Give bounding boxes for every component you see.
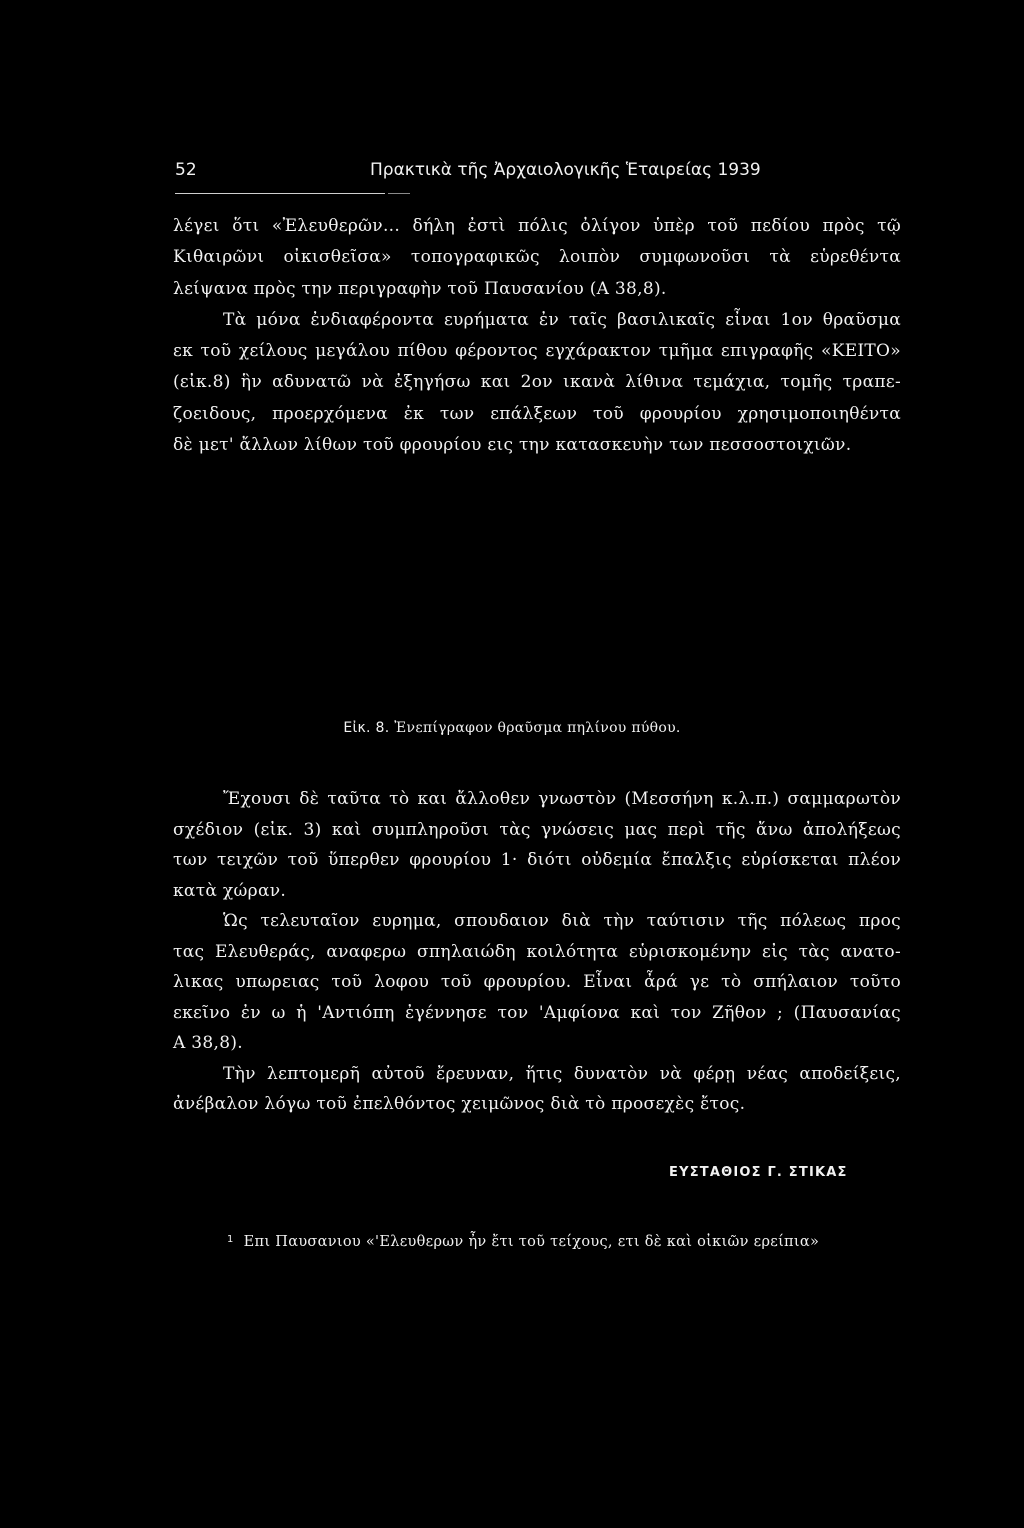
figure-caption-text: Ἐνεπίγραφον θραῦσμα πηλίνου πύθου. bbox=[394, 720, 681, 736]
text-line: κατὰ χώραν. bbox=[173, 880, 287, 901]
text-line: εκ τοῦ χείλους μεγάλου πίθου φέροντος εγχάρακτον τμῆμα επιγραφῆς «ΚΕΙΤΟ» bbox=[173, 341, 901, 362]
text-line: λικας υπωρειας τοῦ λοφου τοῦ φρουρίου. Εἶναι ἆρά γε τὸ σπήλαιον τοῦτο bbox=[173, 972, 901, 992]
text-line: Ὡς τελευταῖον ευρημα, σπουδαιον διὰ τὴν ταύτισιν τῆς πόλεως προς bbox=[223, 911, 901, 931]
text-line: Τὰ μόνα ἐνδιαφέροντα ευρήματα ἐν ταῖς βασιλικαῖς εἶναι 1ον θραῦσμα bbox=[223, 309, 901, 330]
page-number: 52 bbox=[175, 160, 197, 180]
header-rule-tail bbox=[388, 193, 410, 194]
text-line: (εἰκ.8) ἣν αδυνατῶ νὰ ἐξηγήσω και 2ον ικανὰ λίθινα τεμάχια, τομῆς τραπε- bbox=[173, 372, 901, 393]
text-line: λέγει ὅτι «Ἐλευθερῶν... δήλη ἐστὶ πόλις ὀλίγον ὑπὲρ τοῦ πεδίου πρὸς τῷ bbox=[173, 216, 901, 236]
text-line: Α 38,8). bbox=[173, 1033, 243, 1053]
text-line: τας Ελευθεράς, αναφερω σπηλαιώδη κοιλότητα εὑρισκομένην εἰς τὰς ανατο- bbox=[173, 941, 901, 962]
paragraph-1 bbox=[173, 211, 901, 461]
figure-caption bbox=[0, 720, 1024, 736]
text-line: σχέδιον (εἰκ. 3) καὶ συμπληροῦσι τὰς γνώσεις μας περὶ τῆς ἄνω ἀπολήξεως bbox=[173, 819, 901, 840]
text-line: των τειχῶν τοῦ ὕπερθεν φρουρίου 1· διότι οὐδεμία ἔπαλξις εὑρίσκεται πλέον bbox=[173, 850, 901, 870]
figure-caption-label: Εἰκ. 8. bbox=[343, 720, 390, 736]
text-line: Τὴν λεπτομερῆ αὐτοῦ ἔρευναν, ἥτις δυνατὸν νὰ φέρῃ νέας αποδείξεις, bbox=[223, 1063, 901, 1084]
text-line: λείψανα πρὸς την περιγραφὴν τοῦ Παυσανίου (Α 38,8). bbox=[173, 278, 667, 299]
running-header bbox=[175, 160, 775, 180]
author-signature: ΕΥΣΤΑΘΙΟΣ Γ. ΣΤΙΚΑΣ bbox=[669, 1165, 848, 1180]
text-line: Κιθαιρῶνι οἰκισθεῖσα» τοπογραφικῶς λοιπὸν συμφωνοῦσι τὰ εὑρεθέντα bbox=[173, 247, 901, 268]
footnote-marker: 1 bbox=[227, 1234, 234, 1245]
header-rule bbox=[175, 193, 385, 194]
footnote-text: Επι Παυσανιου «'Ελευθερων ἦν ἔτι τοῦ τείχους, ετι δὲ καὶ οἰκιῶν ερείπια» bbox=[243, 1234, 820, 1250]
text-line: ἀνέβαλον λόγω τοῦ ἐπελθόντος χειμῶνος διὰ τὸ προσεχὲς ἔτος. bbox=[173, 1094, 746, 1114]
text-line: δὲ μετ' ἄλλων λίθων τοῦ φρουρίου εις την κατασκευὴν των πεσσοστοιχιῶν. bbox=[173, 435, 852, 456]
footnote bbox=[227, 1234, 819, 1250]
body-text-lower bbox=[173, 784, 901, 1120]
text-line: ζοειδους, προερχόμενα ἐκ των επάλξεων τοῦ φρουρίου χρησιμοποιηθέντα bbox=[173, 403, 901, 424]
text-line: εκεῖνο ἐν ω ἡ 'Αντιόπη ἐγέννησε τον 'Αμφίονα καὶ τον Ζῆθον ; (Παυσανίας bbox=[173, 1002, 901, 1023]
running-title: Πρακτικὰ τῆς Ἀρχαιολογικῆς Ἑταιρείας 1939 bbox=[370, 160, 761, 180]
text-line: Ἔχουσι δὲ ταῦτα τὸ και ἄλλοθεν γνωστὸν (Μεσσήνη κ.λ.π.) σαμμαρωτὸν bbox=[223, 789, 901, 809]
